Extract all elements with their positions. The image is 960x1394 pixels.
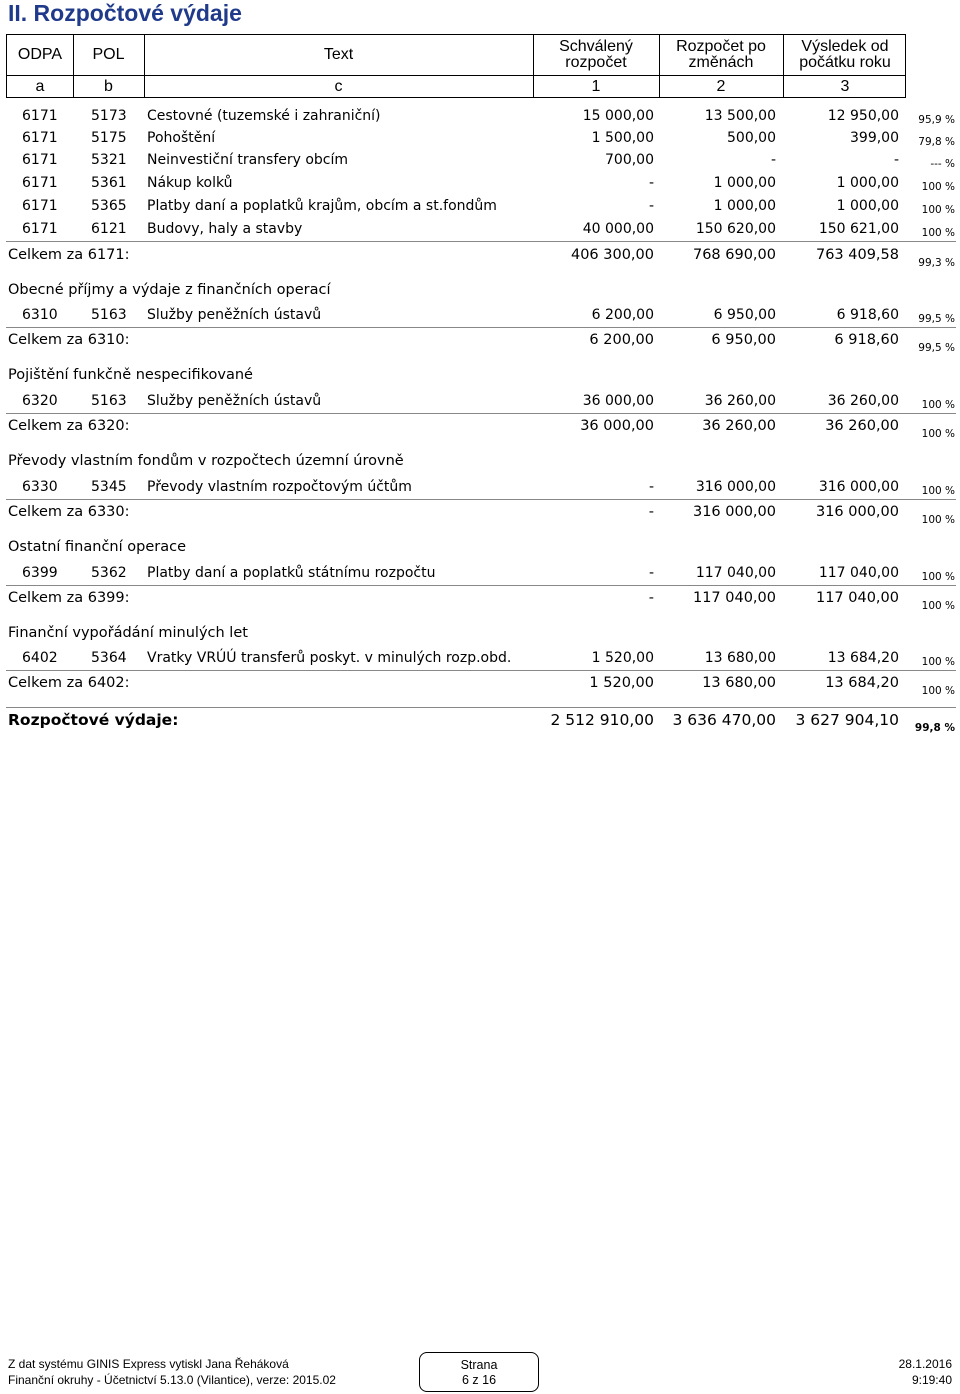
pol-cell: 5163 [91,307,127,323]
percent-cell: 100 % [921,181,955,193]
page-title: II. Rozpočtové výdaje [8,0,242,26]
vysledek-cell: 316 000,00 [815,504,899,520]
subtotal-row [0,502,960,526]
pol-cell: 5361 [91,175,127,191]
text-cell: Nákup kolků [147,175,233,191]
footer-software-version: Finanční okruhy - Účetnictví 5.13.0 (Vilantice), verze: 2015.02 [8,1373,336,1387]
vysledek-cell: 150 621,00 [818,221,899,237]
rozpocet-cell: - [770,152,776,168]
subtotal-label: Celkem za 6310: [8,332,130,348]
schvaleny-cell: - [648,479,654,495]
divider [6,670,956,671]
vysledek-cell: 6 918,60 [836,307,899,323]
rozpocet-cell: 13 500,00 [704,108,776,124]
schvaleny-cell: - [648,198,654,214]
divider [6,241,956,242]
section-heading: Ostatní finanční operace [8,539,186,555]
subtotal-row [0,330,960,354]
schvaleny-cell: 700,00 [605,152,654,168]
vysledek-cell: 399,00 [850,130,899,146]
header-sub-a: a [35,78,45,95]
header-odpa: ODPA [17,46,63,63]
vysledek-cell: 117 040,00 [815,590,899,606]
schvaleny-cell: 36 000,00 [580,418,654,434]
table-row [0,128,960,148]
divider [6,707,956,708]
schvaleny-cell: 1 500,00 [591,130,654,146]
odpa-cell: 6330 [22,479,58,495]
pol-cell: 5175 [91,130,127,146]
percent-cell: 100 % [921,485,955,497]
percent-cell: 99,5 % [918,313,955,325]
vysledek-cell: - [893,152,899,168]
subtotal-row [0,588,960,612]
page-label: Strana [460,1358,498,1372]
percent-cell: 100 % [921,514,955,526]
table-row [0,391,960,411]
percent-cell: 99,5 % [918,342,955,354]
pol-cell: 5163 [91,393,127,409]
rozpocet-cell: 13 680,00 [704,650,776,666]
odpa-cell: 6320 [22,393,58,409]
percent-cell: 99,8 % [914,722,955,734]
table-row [0,477,960,497]
table-row [0,173,960,193]
header-sub-1: 1 [591,78,601,95]
text-cell: Platby daní a poplatků státnímu rozpočtu [147,565,436,581]
odpa-cell: 6171 [22,108,58,124]
percent-cell: 100 % [921,204,955,216]
text-cell: Pohoštění [147,130,216,146]
table-row [0,106,960,126]
subtotal-row [0,673,960,697]
table-row [0,150,960,170]
rozpocet-cell: 1 000,00 [713,198,776,214]
rozpocet-cell: 117 040,00 [692,590,776,606]
pol-cell: 5173 [91,108,127,124]
percent-cell: 95,9 % [918,114,955,126]
rozpocet-cell: 150 620,00 [695,221,776,237]
schvaleny-cell: 6 200,00 [591,307,654,323]
subtotal-row [0,245,960,269]
subtotal-row [0,416,960,440]
pol-cell: 5345 [91,479,127,495]
subtotal-label: Celkem za 6330: [8,504,130,520]
vysledek-cell: 117 040,00 [818,565,899,581]
subtotal-label: Celkem za 6402: [8,675,130,691]
subtotal-label: Celkem za 6171: [8,247,130,263]
text-cell: Převody vlastním rozpočtovým účtům [147,479,412,495]
percent-cell: 100 % [921,656,955,668]
odpa-cell: 6171 [22,175,58,191]
text-cell: Budovy, haly a stavby [147,221,303,237]
percent-cell: 100 % [921,685,955,697]
schvaleny-cell: 406 300,00 [570,247,654,263]
percent-cell: 100 % [921,428,955,440]
header-vysledek: Výsledek od počátku roku [799,38,891,71]
page-footer [0,1352,960,1392]
rozpocet-cell: 1 000,00 [713,175,776,191]
schvaleny-cell: - [648,565,654,581]
schvaleny-cell: - [648,175,654,191]
footer-date: 28.1.2016 [898,1357,952,1371]
footer-time: 9:19:40 [911,1373,952,1387]
footer-printed-by: Z dat systému GINIS Express vytiskl Jana Řeháková [8,1357,289,1371]
schvaleny-cell: - [648,504,654,520]
rozpocet-cell: 6 950,00 [711,332,776,348]
rozpocet-cell: 768 690,00 [692,247,776,263]
vysledek-cell: 763 409,58 [815,247,899,263]
subtotal-label: Celkem za 6320: [8,418,130,434]
text-cell: Platby daní a poplatků krajům, obcím a st.fondům [147,198,497,214]
schvaleny-cell: 1 520,00 [589,675,654,691]
pol-cell: 6121 [91,221,127,237]
rozpocet-cell: 13 680,00 [702,675,776,691]
section-heading: Finanční vypořádání minulých let [8,625,248,641]
table-header [6,34,906,98]
subtotal-label: Celkem za 6399: [8,590,130,606]
text-cell: Služby peněžních ústavů [147,307,322,323]
table-row [0,563,960,583]
pol-cell: 5365 [91,198,127,214]
pol-cell: 5362 [91,565,127,581]
page-number: 6 z 16 [461,1373,497,1387]
grand-total-label: Rozpočtové výdaje: [8,711,179,729]
percent-cell: 100 % [921,399,955,411]
table-row [0,219,960,239]
schvaleny-cell: 6 200,00 [589,332,654,348]
rozpocet-cell: 3 636 470,00 [672,711,776,729]
text-cell: Neinvestiční transfery obcím [147,152,349,168]
rozpocet-cell: 117 040,00 [695,565,776,581]
vysledek-cell: 36 260,00 [825,418,899,434]
vysledek-cell: 13 684,20 [827,650,899,666]
header-sub-b: b [104,78,113,95]
rozpocet-cell: 316 000,00 [692,504,776,520]
percent-cell: 100 % [921,571,955,583]
rozpocet-cell: 36 260,00 [704,393,776,409]
header-text: Text [323,46,354,63]
section-heading: Převody vlastním fondům v rozpočtech územní úrovně [8,453,404,469]
divider [6,585,956,586]
header-pol: POL [92,46,125,63]
text-cell: Služby peněžních ústavů [147,393,322,409]
vysledek-cell: 1 000,00 [836,175,899,191]
schvaleny-cell: 2 512 910,00 [550,711,654,729]
table-row [0,196,960,216]
vysledek-cell: 36 260,00 [827,393,899,409]
odpa-cell: 6171 [22,221,58,237]
schvaleny-cell: - [648,590,654,606]
vysledek-cell: 1 000,00 [836,198,899,214]
header-sub-2: 2 [716,78,726,95]
divider [6,413,956,414]
header-rozpocet-po-zmenach: Rozpočet po změnách [676,38,766,71]
header-sub-3: 3 [840,78,850,95]
section-heading: Obecné příjmy a výdaje z finančních operací [8,282,331,298]
divider [6,327,956,328]
table-row [0,648,960,668]
vysledek-cell: 6 918,60 [834,332,899,348]
rozpocet-cell: 6 950,00 [713,307,776,323]
odpa-cell: 6402 [22,650,58,666]
vysledek-cell: 13 684,20 [825,675,899,691]
schvaleny-cell: 15 000,00 [582,108,654,124]
rozpocet-cell: 36 260,00 [702,418,776,434]
table-row [0,305,960,325]
odpa-cell: 6399 [22,565,58,581]
divider [6,499,956,500]
percent-cell: 100 % [921,600,955,612]
page-number-box [419,1352,539,1392]
text-cell: Cestovné (tuzemské i zahraniční) [147,108,381,124]
odpa-cell: 6171 [22,198,58,214]
percent-cell: 100 % [921,227,955,239]
pol-cell: 5364 [91,650,127,666]
odpa-cell: 6171 [22,130,58,146]
schvaleny-cell: 36 000,00 [582,393,654,409]
vysledek-cell: 316 000,00 [818,479,899,495]
odpa-cell: 6310 [22,307,58,323]
pol-cell: 5321 [91,152,127,168]
header-schvaleny: Schválený rozpočet [559,38,633,71]
schvaleny-cell: 1 520,00 [591,650,654,666]
percent-cell: 99,3 % [918,257,955,269]
rozpocet-cell: 500,00 [727,130,776,146]
vysledek-cell: 3 627 904,10 [795,711,899,729]
vysledek-cell: 12 950,00 [827,108,899,124]
percent-cell: 79,8 % [918,136,955,148]
percent-cell: --- % [930,158,955,170]
rozpocet-cell: 316 000,00 [695,479,776,495]
schvaleny-cell: 40 000,00 [582,221,654,237]
grand-total-row [0,710,960,734]
odpa-cell: 6171 [22,152,58,168]
header-sub-c: c [334,78,343,95]
text-cell: Vratky VRÚÚ transferů poskyt. v minulých rozp.obd. [147,650,512,666]
section-heading: Pojištění funkčně nespecifikované [8,367,253,383]
